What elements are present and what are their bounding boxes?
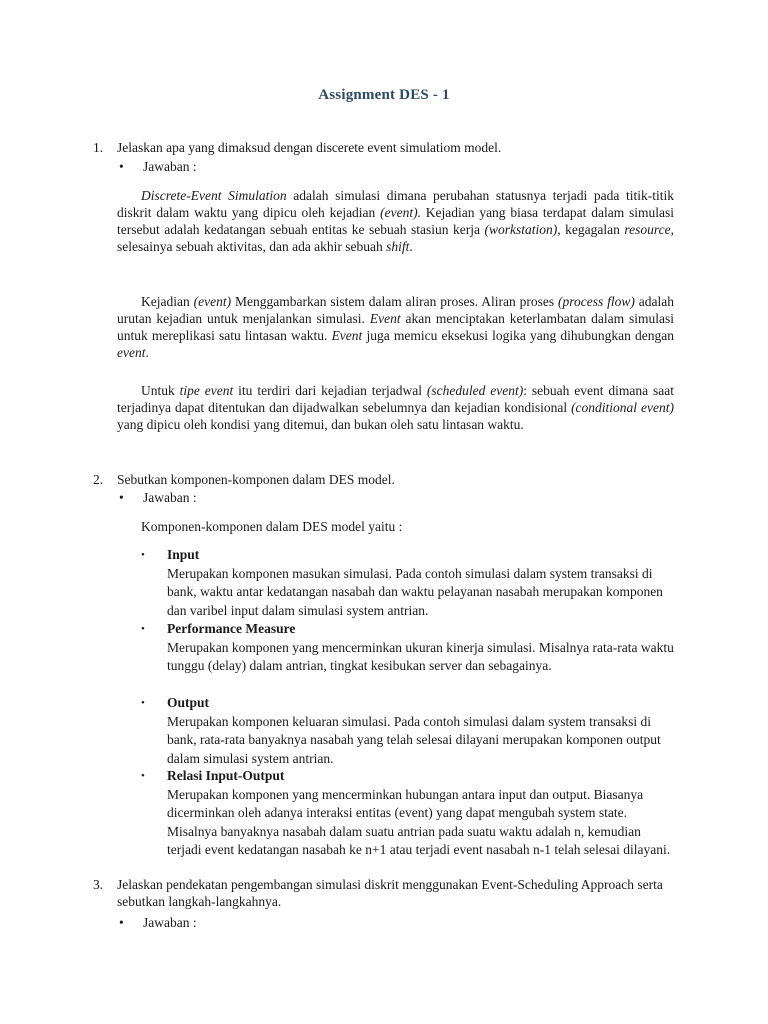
bullet-icon: • [141, 549, 145, 561]
question-text: Sebutkan komponen-komponen dalam DES model. [117, 472, 395, 487]
bullet-icon: • [119, 159, 124, 174]
component-description: Merupakan komponen keluaran simulasi. Pada contoh simulasi dalam system transaksi di bank, rata-rata banyaknya nasabah yang telah selesai dilayani merupakan komponen output dalam simulasi system antrian. [167, 713, 661, 766]
bullet-icon: • [119, 915, 124, 930]
question-text: Jelaskan apa yang dimaksud dengan discerete event simulatiom model. [117, 140, 502, 155]
question-number: 3. [93, 877, 104, 892]
bullet-icon: • [141, 623, 145, 635]
bullet-icon: • [119, 490, 124, 505]
component-description: Merupakan komponen yang mencerminkan hubungan antara input dan output. Biasanya dicerminkan oleh adanya interaksi entitas (event) yang dapat mengubah system state. Misalnya banyaknya nasabah dalam suatu antrian pada suatu waktu adalah n, kemudian terjadi event kedatangan nasabah ke n+1 atau terjadi event nasabah n-1 telah selesai dilayani. [167, 786, 671, 857]
question-number: 2. [93, 472, 104, 487]
document-page: Assignment DES - 1 1. Jelaskan apa yang dimaksud dengan discerete event simulatiom model. • Jawaban : Discrete-Event Simulation adalah simulasi dimana perubahan statusnya terjadi pada titik-titik diskrit dalam waktu yang dipicu oleh kejadian (event). Kejadian yang biasa terdapat dalam simulasi tersebut adalah kedatangan sebuah entitas ke sebuah stasiun kerja (workstation), kegagalan resource, selesainya sebuah aktivitas, dan ada akhir sebuah shift. Kejadian (event) Menggambarkan sistem dalam aliran proses. Aliran proses (process flow) adalah urutan kejadian untuk menjalankan simulasi. Event akan menciptakan keterlambatan dalam simulasi untuk mereplikasi satu lintasan waktu. Event juga memicu eksekusi logika yang dihubungkan dengan event. Untuk tipe event itu terdiri dari kejadian terjadwal (scheduled event): sebuah event dimana saat terjadinya dapat ditentukan dan dijadwalkan sebelumnya dan kejadian kondisional (conditional event) yang dipicu oleh kondisi yang ditemui, dan bukan oleh satu lintasan waktu. 2. Sebutkan komponen-komponen dalam DES model. • Jawaban : Komponen-komponen dalam DES model yaitu : • Input Merupakan komponen masukan simulasi. Pada contoh simulasi dalam system transaksi di bank, waktu antar kedatangan nasabah dan waktu pelayanan nasabah merupakan komponen dan varibel input dalam simulasi system antrian. • Performance Measure Merupakan komponen yang mencerminkan ukuran kinerja simulasi. Misalnya rata-rata waktu tunggu (delay) dalam antrian, tingkat kesibukan server dan sebagainya. • Output Merupakan komponen keluaran simulasi. Pada contoh simulasi dalam system transaksi di bank, rata-rata banyaknya nasabah yang telah selesai dilayani merupakan komponen output dalam simulasi system antrian. • Relasi Input-Output Merupakan komponen yang mencerminkan hubungan antara input dan output. Biasanya dicerminkan oleh adanya interaksi entitas (event) yang dapat mengubah system state. Misalnya banyaknya nasabah dalam suatu antrian pada suatu waktu adalah n, kemudian terjadi event kedatangan nasabah ke n+1 atau terjadi event nasabah n-1 telah selesai dilayani. 3. Jelaskan pendekatan pengembangan simulasi diskrit menggunakan Event-Scheduling Approach serta sebutkan langkah-langkahnya. • Jawaban : [0, 0, 768, 1024]
answer-paragraph-1: Discrete-Event Simulation adalah simulasi dimana perubahan statusnya terjadi pada titik-titik diskrit dalam waktu yang dipicu oleh kejadian (event). Kejadian yang biasa terdapat dalam simulasi tersebut adalah kedatangan sebuah entitas ke sebuah stasiun kerja (workstation), kegagalan resource, selesainya sebuah aktivitas, dan ada akhir sebuah shift. [117, 188, 675, 254]
component-name: Relasi Input-Output [167, 768, 285, 783]
component-name: Input [167, 547, 200, 562]
component-description: Merupakan komponen yang mencerminkan ukuran kinerja simulasi. Misalnya rata-rata waktu tunggu (delay) dalam antrian, tingkat kesibukan server dan sebagainya. [167, 639, 674, 673]
components-intro: Komponen-komponen dalam DES model yaitu : [141, 519, 403, 534]
document-title: Assignment DES - 1 [318, 87, 450, 103]
question-number: 1. [93, 140, 104, 155]
question-text: Jelaskan pendekatan pengembangan simulasi diskrit menggunakan Event-Scheduling Approach serta sebutkan langkah-langkahnya. [117, 877, 663, 909]
answer-paragraph-2: Kejadian (event) Menggambarkan sistem dalam aliran proses. Aliran proses (process flow) adalah urutan kejadian untuk menjalankan simulasi. Event akan menciptakan keterlambatan dalam simulasi untuk mereplikasi satu lintasan waktu. Event juga memicu eksekusi logika yang dihubungkan dengan event. [117, 294, 675, 360]
bullet-icon: • [141, 770, 145, 782]
component-name: Performance Measure [167, 621, 296, 636]
bullet-icon: • [141, 697, 145, 709]
component-description: Merupakan komponen masukan simulasi. Pada contoh simulasi dalam system transaksi di bank, waktu antar kedatangan nasabah dan waktu pelayanan nasabah merupakan komponen dan varibel input dalam simulasi system antrian. [167, 565, 663, 618]
answer-paragraph-3: Untuk tipe event itu terdiri dari kejadian terjadwal (scheduled event): sebuah event dimana saat terjadinya dapat ditentukan dan dijadwalkan sebelumnya dan kejadian kondisional (conditional event) yang dipicu oleh kondisi yang ditemui, dan bukan oleh satu lintasan waktu. [117, 383, 674, 432]
component-name: Output [167, 695, 210, 710]
